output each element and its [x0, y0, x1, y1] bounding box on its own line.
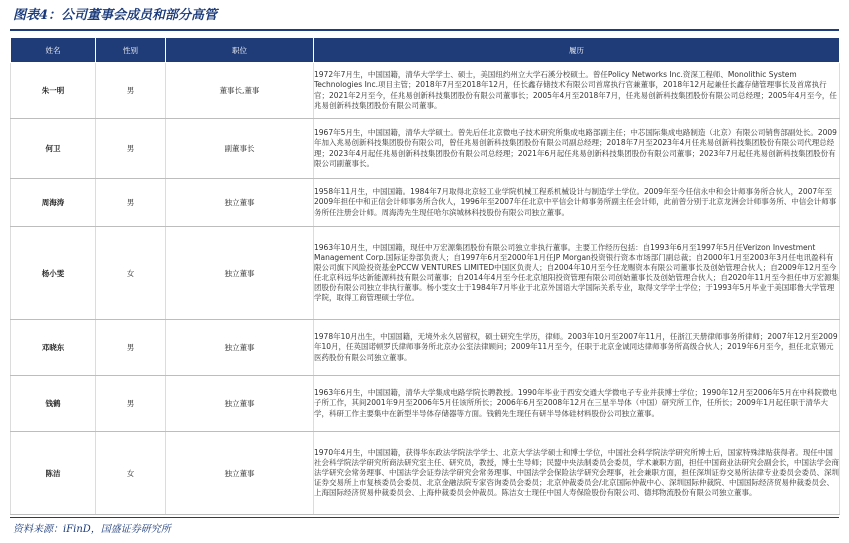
cell-resume [314, 320, 840, 376]
directors-table [10, 37, 840, 515]
cell-position: 独立董事 [166, 432, 314, 515]
table-row [11, 119, 840, 179]
table-row [11, 227, 840, 320]
cell-name: 陈洁 [11, 432, 96, 515]
cell-gender: 男 [96, 179, 166, 227]
cell-position: 独立董事 [166, 320, 314, 376]
cell-position: 独立董事 [166, 227, 314, 320]
cell-name: 朱一明 [11, 63, 96, 119]
cell-name: 钱鹤 [11, 376, 96, 432]
resume-text: 1972年7月生，中国国籍，清华大学学士、硕士，美国纽约州立大学石溪分校硕士。曾任Policy Networks Inc.资深工程师、Monolithic System Technologies Inc.项目主管；2018年7月至2018年12月，任长鑫存储技术有限公司首席执行官兼董事，2018年12月起兼任长鑫存储管理事长及首席执行官；2021年2月至今，任兆易创新科技集团股份有限公司董事长；2005年4月至2018年7月，任兆易创新科技集团股份有限公司总经理；2005年4月至今，任兆易创新科技集团股份有限公司董事。 [314, 70, 837, 110]
cell-gender: 男 [96, 63, 166, 119]
header-position: 职位 [166, 38, 314, 63]
resume-text: 1963年10月生，中国国籍，现任中万宏源集团股份有限公司独立非执行董事。主要工作经历包括：自1993年6月至1997年5月任Verizon Investment Management Corp.国际证券部负责人；自1997年6月至2000年1月任JP Morgan投资银行资本市场部门副总裁；自2000年1月至2003年3月任电讯盈科有限公司旗下风险投资基金PCCW VENTURES LIMITED中国区负责人；自2004年10月至今任龙赐资本有限公司董事长及创始管理合伙人；自2009年12月至今任北京科远华达新能源科技有限公司董事；自2014年4月至今任北京旭阳投资管理有限公司创始董事长及创始管理合伙人；自2020年11月至今担任申万宏源集团股份有限公司独立非执行董事。杨小雯女士于1984年7月毕业于北京外国语大学国际关系专业，取得文学学士学位；于1993年5月毕业于美国耶鲁大学管理学院，取得工商管理硕士学位。 [314, 242, 839, 303]
cell-gender: 女 [96, 227, 166, 320]
source-note: 资料来源：iFinD，国盛证券研究所 [13, 524, 171, 535]
cell-gender: 男 [96, 320, 166, 376]
table-row [11, 432, 840, 515]
cell-resume [314, 227, 840, 320]
resume-text: 1970年4月生，中国国籍，获得华东政法学院法学学士、北京大学法学硕士和博士学位，中国社会科学院法学研究所博士后，国家特殊津贴获得者。现任中国社会科学院法学研究所商法研究室主任、研究员，教授，博士生导师；民盟中央法制委员会委员，学术兼职方面，担任中国商业法研究会副会长，中国法学会商法学研究会常务理事、中国法学会证券法学研究会常务理事、中国法学会保险法学研究会理事，社会兼职方面，担任深圳证券交易所法律专业委员会委员、深圳证券交易所上市复核委员会委员、北京金融法院专家咨询委员会委员；北京仲裁委员会/北京国际仲裁中心、深圳国际仲裁院、中国国际经济贸易仲裁委员会、上海国际经济贸易仲裁委员会、上海仲裁委员会仲裁员。陈洁女士现任中国人寿保险股份有限公司、德邦物流股份有限公司独立董事。 [314, 447, 839, 498]
table-row [11, 376, 840, 432]
cell-gender: 男 [96, 119, 166, 179]
cell-name: 邓晓东 [11, 320, 96, 376]
cell-gender: 女 [96, 432, 166, 515]
cell-position: 独立董事 [166, 179, 314, 227]
source-divider [10, 517, 839, 518]
cell-position: 董事长,董事 [166, 63, 314, 119]
figure-title: 图表4：公司董事会成员和部分高管 [13, 8, 218, 23]
cell-resume [314, 376, 840, 432]
title-divider [10, 29, 839, 31]
header-gender: 性别 [96, 38, 166, 63]
cell-name: 杨小雯 [11, 227, 96, 320]
cell-position: 独立董事 [166, 376, 314, 432]
cell-name: 周海涛 [11, 179, 96, 227]
cell-position: 副董事长 [166, 119, 314, 179]
cell-name: 何卫 [11, 119, 96, 179]
cell-gender: 男 [96, 376, 166, 432]
resume-text: 1978年10月出生，中国国籍，无境外永久居留权，硕士研究生学历，律师。2003年10月至2007年11月，任浙江天册律师事务所律师；2007年12月至2009年10月，任英国诺顿罗氏律师事务所北京办公室法律顾问；2009年11月至今，任职于北京金诚同达律师事务所高级合伙人；2019年6月至今，担任北京锡元医药股份有限公司独立董事。 [314, 332, 838, 362]
resume-text: 1963年6月生，中国国籍，清华大学集成电路学院长聘教授。1990年毕业于西安交通大学微电子专业并获博士学位；1990年12月至2006年5月在中科院微电子所工作，其间2001年9月至2006年5月任该所所长；2006年6月至2008年12月在三星半导体（中国）研究所工作，任所长；2009年1月起任职于清华大学，科研工作主要集中在新型半导体存储器等方面。钱鹤先生现任有研半导体硅材料股份公司独立董事。 [314, 388, 837, 418]
header-resume: 履历 [314, 38, 840, 63]
cell-resume [314, 63, 840, 119]
table-row [11, 179, 840, 227]
table-row [11, 63, 840, 119]
resume-text: 1967年5月生，中国国籍，清华大学硕士。曾先后任北京微电子技术研究所集成电路部副主任；中芯国际集成电路制造（北京）有限公司销售部副处长。2009年加入兆易创新科技集团股份有限公司，曾任兆易创新科技集团股份有限公司副总经理；2018年7月至2023年4月任兆易创新科技集团股份有限公司代理总经理；2023年4月起任兆易创新科技集团股份有限公司总经理；2021年6月起任兆易创新科技集团股份有限公司董事；2023年7月起任兆易创新科技集团股份有限公司副董事长。 [314, 128, 837, 168]
table-header-row [11, 38, 840, 63]
cell-resume [314, 119, 840, 179]
cell-resume [314, 179, 840, 227]
table-row [11, 320, 840, 376]
resume-text: 1958年11月生，中国国籍。1984年7月取得北京轻工业学院机械工程系机械设计与制造学士学位。2009年至今任信永中和会计师事务所合伙人，2007年至2009年担任中和正信会计师事务所合伙人，1996年至2007年任北京中平信会计师事务所副主任会计师，此前曾分别于北京龙洲会计师事务所、中信会计师事务所任注册会计师。周海涛先生现任哈尔滨城林科技股份有限公司独立董事。 [314, 187, 837, 217]
header-name: 姓名 [11, 38, 96, 63]
cell-resume [314, 432, 840, 515]
